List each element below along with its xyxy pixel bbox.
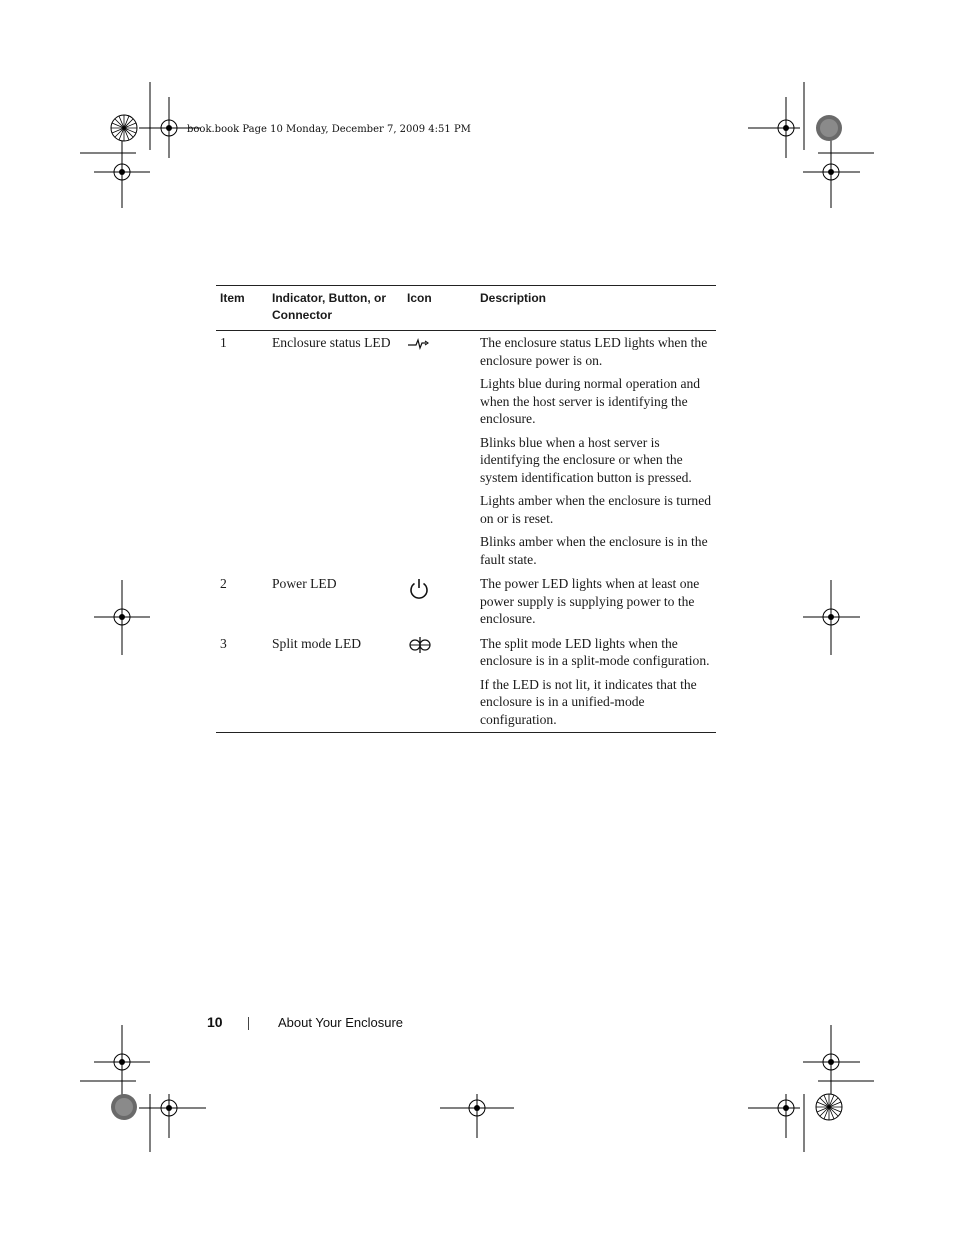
header-icon: Icon	[403, 286, 476, 331]
header-item: Item	[216, 286, 268, 331]
item-number: 3	[216, 632, 268, 733]
enclosure-status-icon	[407, 335, 433, 351]
header-description: Description	[476, 286, 716, 331]
table-header-row	[216, 286, 716, 331]
section-title: About Your Enclosure	[278, 1015, 404, 1030]
footer-divider	[248, 1017, 249, 1030]
item-number: 1	[220, 335, 227, 350]
table-row	[216, 331, 716, 573]
description-paragraph: Lights amber when the enclosure is turned on or is reset.	[480, 493, 712, 526]
power-icon	[407, 576, 431, 600]
table-row	[216, 632, 716, 733]
indicator-name: Power LED	[272, 576, 337, 591]
description-paragraph: The enclosure status LED lights when the enclosure power is on.	[480, 335, 708, 368]
indicator-table	[216, 285, 716, 733]
description-paragraph: Lights blue during normal operation and when the host server is identifying the enclosure.	[480, 376, 701, 426]
item-number: 2	[220, 576, 227, 591]
table-row	[216, 572, 716, 632]
split-mode-icon	[407, 636, 433, 654]
description-paragraph: Blinks amber when the enclosure is in the fault state.	[480, 534, 708, 567]
description-paragraph: The split mode LED lights when the enclosure is in a split-mode configuration.	[480, 635, 710, 668]
description-paragraph: The power LED lights when at least one power supply is supplying power to the enclosure.	[480, 576, 700, 626]
print-info-header: book.book Page 10 Monday, December 7, 2009 4:51 PM	[187, 124, 471, 135]
description-paragraph: Blinks blue when a host server is identifying the enclosure or when the system identification button is pressed.	[480, 434, 692, 485]
header-indicator: Indicator, Button, or Connector	[268, 286, 403, 331]
indicator-name: Split mode LED	[268, 632, 403, 733]
indicator-name: Enclosure status LED	[272, 335, 391, 350]
page-number: 10	[207, 1014, 223, 1030]
description-paragraph: If the LED is not lit, it indicates that the enclosure is in a unified-mode configuration.	[480, 676, 697, 727]
